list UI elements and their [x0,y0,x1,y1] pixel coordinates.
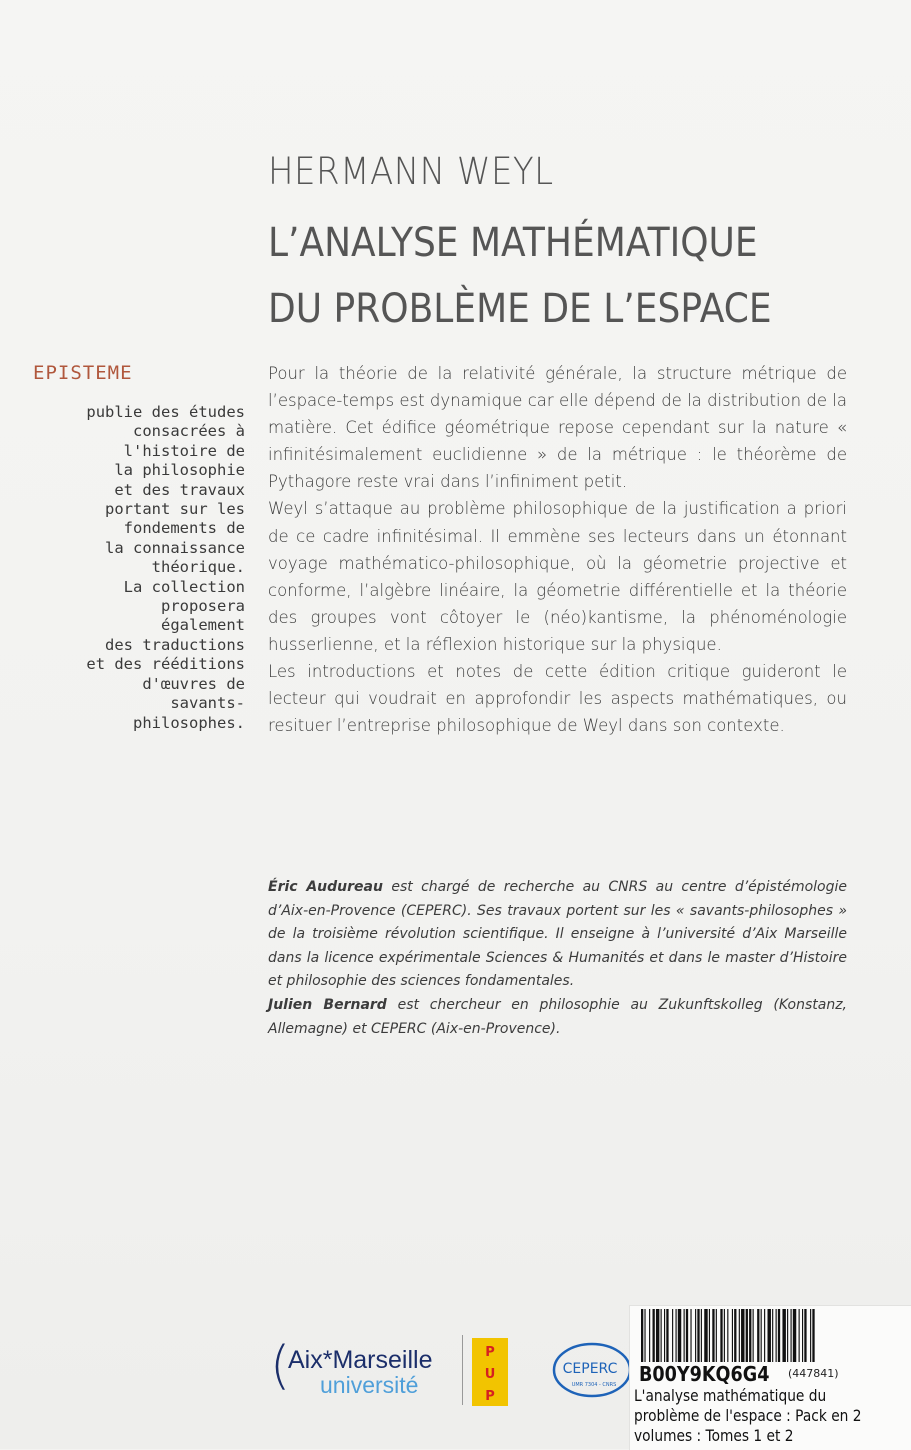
series-line: la connaissance [105,538,245,557]
barcode-bar [724,1309,725,1362]
svg-text:P: P [485,1389,495,1404]
barcode-bar [757,1309,759,1362]
barcode-bar [793,1309,796,1362]
editors-bio [268,876,847,1041]
barcode-bar [782,1309,785,1362]
barcode-bar [804,1309,806,1362]
barcode-bar [727,1309,728,1362]
series-line: l'histoire de [123,441,245,460]
barcode-bar [768,1309,771,1362]
barcode-bar [772,1309,773,1362]
barcode-bar [749,1309,751,1362]
barcode-bar [741,1309,744,1362]
series-line: portant sur les [105,500,245,519]
series-line: consacrées à [133,422,245,441]
book-title-line-2: DU PROBLÈME DE L’ESPACE [268,286,772,332]
barcode-bar [649,1309,650,1362]
book-title-line-1: L’ANALYSE MATHÉMATIQUE [268,220,758,266]
blurb-paragraph-1: Pour la théorie de la relativité générale, la structure métrique de l’espace-temps est dynamique car elle dépend de la distribution de la matière. Cet édifice géométrique repose cependant sur la nature « infinitésimalement euclidienne » de la métrique : le théorème de Pythagore reste vrai dans l’infiniment petit. [268,364,847,492]
series-line: philosophes. [133,713,245,732]
barcode-bar [684,1309,685,1362]
editor-name-1: Éric Audureau [268,879,383,895]
barcode-bar [716,1309,717,1362]
editor-bio-2: est chercheur en philosophie au Zukunftskolleg (Konstanz, Allemagne) et CEPERC (Aix-en-Provence). [268,996,847,1037]
barcode-bar [753,1309,754,1362]
logo-divider [462,1335,463,1405]
barcode-bar [690,1309,691,1362]
barcode-bar [697,1309,699,1362]
barcode-bar [676,1309,677,1362]
sticker-line: volumes : Tomes 1 et 2 [634,1426,794,1445]
barcode-bar [695,1309,696,1362]
barcode-bar [787,1309,788,1362]
barcode-bar [709,1309,710,1362]
barcode-bar [799,1309,800,1362]
svg-text:UMR 7304 - CNRS: UMR 7304 - CNRS [571,1382,617,1388]
svg-text:CEPERC: CEPERC [562,1361,618,1377]
barcode [639,1309,901,1362]
series-line: fondements de [123,519,245,538]
barcode-bar [678,1309,681,1362]
barcode-bar [641,1309,643,1362]
barcode-bar [644,1309,645,1362]
author-name: HERMANN WEYL [268,150,554,193]
barcode-bar [672,1309,673,1362]
blurb-paragraph-2: Weyl s’attaque au problème philosophique de la justification a priori de ce cadre infinitésimal. Il emmène ses lecteurs dans un étonnant voyage mathématico-philosophique, où la géometrie projective et conforme, l’algèbre linéaire, la géometrie différentielle et la théorie des groupes vont côtoyer le (néo)kantisme, la phénoménologie husserlienne, et la réflexion historique sur la physique. [268,499,847,654]
series-name: EPISTEME [33,362,133,384]
aix-marseille-logo: ( Aix*Marseille université [270,1336,433,1398]
barcode-bar [701,1309,702,1362]
barcode-bar [686,1309,688,1362]
sticker-sku: B00Y9KQ6G4 [639,1362,770,1386]
amu-logo-line-2: université [320,1372,419,1398]
barcode-bar [739,1309,740,1362]
series-line: d'œuvres de [142,674,245,693]
barcode-bar [778,1309,780,1362]
editor-bio-1: est chargé de recherche au CNRS au centre d’épistémologie d’Aix-en-Provence (CEPERC). Ses travaux portent sur les « savants-philosophes » de la troisième révolution scientifique. Il enseigne à l’université d’Aix Marseille dans la licence expérimentale Sciences & Humanités et dans le master d’Histoire et philosophie des sciences fondamentales. [268,879,848,990]
barcode-bar [661,1309,662,1362]
series-line: La collection [123,577,245,596]
series-line: et des rééditions [86,655,245,674]
blurb-paragraph-3: Les introductions et notes de cette édition critique guideront le lecteur qui voudrait en approfondir les aspects mathématiques, ou resituer l’entreprise philosophique de Weyl dans son contexte. [268,662,847,736]
series-description [35,403,245,733]
barcode-bar [761,1309,762,1362]
barcode-bar [776,1309,777,1362]
barcode-bar [653,1309,655,1362]
editor-name-2: Julien Bernard [268,996,387,1013]
barcode-bar [802,1309,803,1362]
barcode-bar [734,1309,736,1362]
series-line: proposera [161,597,245,616]
barcode-bar [791,1309,792,1362]
barcode-bar [764,1309,765,1362]
barcode-bar [810,1309,811,1362]
series-line: et des travaux [114,480,245,499]
inventory-sticker [629,1305,911,1450]
barcode-bar [812,1309,814,1362]
svg-text:U: U [484,1367,496,1382]
amu-logo-line-1: Aix*Marseille [288,1346,433,1374]
pup-logo [470,1336,510,1408]
series-line: publie des études [86,403,245,421]
sticker-line: problème de l'espace : Pack en 2 [634,1406,862,1425]
sticker-sku-number: (447841) [788,1367,839,1380]
series-line: également [161,616,245,635]
bio-paragraph-1 [268,876,847,994]
series-line: savants- [170,694,245,713]
barcode-bar [712,1309,714,1362]
barcode-bar [746,1309,748,1362]
sticker-description [634,1386,892,1446]
barcode-bar [732,1309,733,1362]
barcode-bar [664,1309,665,1362]
svg-text:P: P [485,1345,495,1360]
sticker-line: L'analyse mathématique du [634,1386,827,1405]
series-line: théorique. [151,558,245,577]
barcode-bar [666,1309,668,1362]
book-blurb [268,360,847,739]
barcode-bar [720,1309,722,1362]
barcode-bar [704,1309,707,1362]
series-line: des traductions [105,635,245,654]
ceperc-logo [550,1340,630,1400]
series-line: la philosophie [114,461,245,480]
bio-paragraph-2 [268,994,847,1041]
barcode-bar [656,1309,659,1362]
